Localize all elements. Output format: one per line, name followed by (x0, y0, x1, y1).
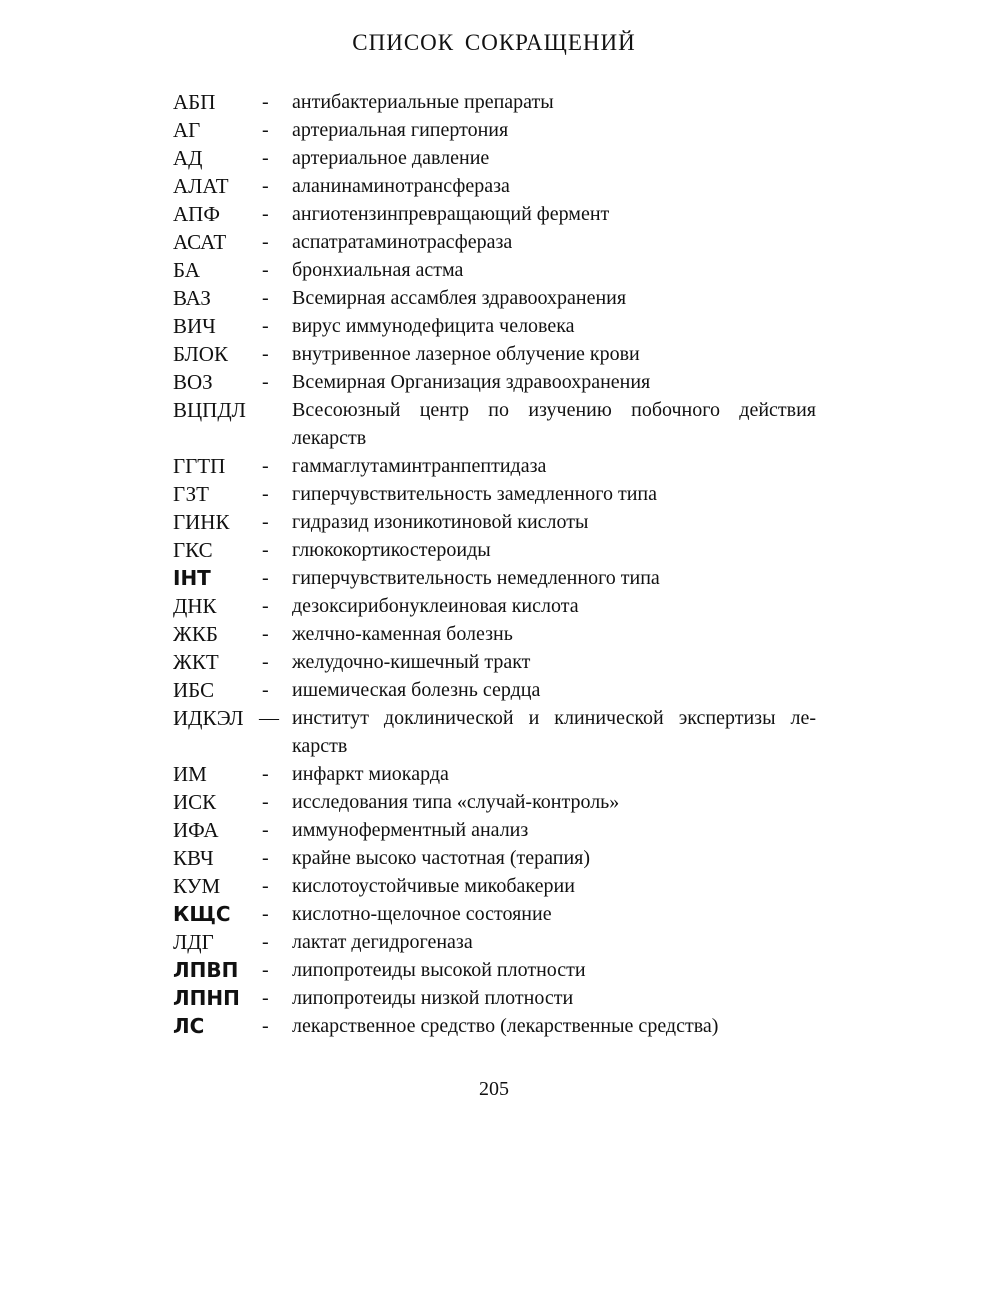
definition-line: Всесоюзный центр по изучению побочного действия (292, 399, 816, 421)
abbreviation-definition (292, 844, 822, 872)
abbreviation-entry (0, 620, 988, 648)
abbreviation-entry (0, 956, 988, 984)
abbreviation-entry (0, 88, 988, 116)
abbreviation-term: БА (173, 258, 200, 282)
abbreviation-term: КЩС (173, 902, 231, 926)
abbreviation-definition (292, 676, 822, 704)
abbreviation-entry (0, 676, 988, 704)
definition-line: ишемическая болезнь сердца (292, 679, 541, 701)
definition-line: аспатратаминотрасфераза (292, 231, 513, 253)
abbreviation-term: ЛПНП (173, 986, 240, 1010)
abbreviation-definition (292, 480, 822, 508)
definition-line: липопротеиды низкой плотности (292, 987, 574, 1009)
definition-line: кислотно-щелочное состояние (292, 903, 552, 925)
abbreviation-separator: - (262, 903, 269, 925)
abbreviation-definition (292, 564, 822, 592)
abbreviation-separator: - (262, 371, 269, 393)
abbreviation-definition (292, 592, 822, 620)
abbreviation-separator: — (259, 707, 279, 729)
definition-line: карств (292, 735, 348, 757)
abbreviation-definition (292, 620, 822, 648)
abbreviation-definition (292, 536, 822, 564)
definition-line: кислотоустойчивые микобакерии (292, 875, 575, 897)
definition-line: бронхиальная астма (292, 259, 464, 281)
abbreviation-separator: - (262, 119, 269, 141)
abbreviation-separator: - (262, 455, 269, 477)
abbreviation-term: ИФА (173, 818, 219, 842)
abbreviation-definition (292, 312, 822, 340)
abbreviation-separator: - (262, 679, 269, 701)
abbreviation-term: ГЗТ (173, 482, 210, 506)
abbreviation-definition (292, 872, 822, 900)
abbreviation-term: ГГТП (173, 454, 226, 478)
definition-line: инфаркт миокарда (292, 763, 449, 785)
abbreviation-term: ВЦПДЛ (173, 398, 246, 422)
abbreviation-term: АБП (173, 90, 216, 114)
abbreviation-entry (0, 368, 988, 396)
abbreviation-definition (292, 340, 822, 368)
abbreviation-definition (292, 704, 822, 760)
abbreviation-term: АСАТ (173, 230, 227, 254)
abbreviation-term: ИСК (173, 790, 217, 814)
abbreviation-entry (0, 340, 988, 368)
abbreviation-entry (0, 648, 988, 676)
abbreviation-definition (292, 816, 822, 844)
abbreviation-separator: - (262, 315, 269, 337)
abbreviation-separator: - (262, 343, 269, 365)
abbreviation-term: ГИНК (173, 510, 230, 534)
abbreviation-term: АПФ (173, 202, 220, 226)
definition-line: Всемирная ассамблея здравоохранения (292, 287, 627, 309)
abbreviation-entry (0, 452, 988, 480)
abbreviation-separator: - (262, 819, 269, 841)
definition-line: артериальная гипертония (292, 119, 509, 141)
abbreviation-separator: - (262, 259, 269, 281)
abbreviation-definition (292, 760, 822, 788)
abbreviation-term: ДНК (173, 594, 217, 618)
abbreviation-definition (292, 956, 822, 984)
abbreviation-term: ЛПВП (173, 958, 239, 982)
abbreviation-list (0, 88, 988, 1040)
abbreviation-separator: - (262, 959, 269, 981)
abbreviation-term: ВАЗ (173, 286, 211, 310)
abbreviation-separator: - (262, 931, 269, 953)
definition-line: гиперчувствительность немедленного типа (292, 567, 660, 589)
abbreviation-definition (292, 172, 822, 200)
abbreviation-separator: - (262, 791, 269, 813)
abbreviation-term: КУМ (173, 874, 221, 898)
abbreviation-definition (292, 452, 822, 480)
definition-line: аланинаминотрансфераза (292, 175, 510, 197)
abbreviation-definition (292, 648, 822, 676)
abbreviation-definition (292, 284, 822, 312)
definition-line: артериальное давление (292, 147, 490, 169)
abbreviation-term: IНТ (173, 566, 211, 590)
abbreviation-definition (292, 984, 822, 1012)
abbreviation-separator: - (262, 203, 269, 225)
abbreviation-entry (0, 228, 988, 256)
abbreviation-definition (292, 788, 822, 816)
abbreviation-separator: - (262, 175, 269, 197)
definition-line: липопротеиды высокой плотности (292, 959, 586, 981)
abbreviation-separator: - (262, 231, 269, 253)
abbreviation-separator: - (262, 483, 269, 505)
definition-line: лекарств (292, 427, 367, 449)
abbreviation-entry (0, 508, 988, 536)
abbreviation-definition (292, 200, 822, 228)
abbreviation-definition (292, 900, 822, 928)
abbreviation-entry (0, 256, 988, 284)
abbreviation-definition (292, 228, 822, 256)
definition-line: желудочно-кишечный тракт (292, 651, 531, 673)
definition-line: Всемирная Организация здравоохранения (292, 371, 651, 393)
abbreviation-separator: - (262, 91, 269, 113)
abbreviation-entry (0, 312, 988, 340)
abbreviation-entry (0, 396, 988, 452)
definition-line: гаммаглутаминтранпептидаза (292, 455, 547, 477)
abbreviation-term: ИМ (173, 762, 207, 786)
abbreviation-entry (0, 284, 988, 312)
abbreviation-definition (292, 88, 822, 116)
abbreviation-entry (0, 592, 988, 620)
definition-line: гидразид изоникотиновой кислоты (292, 511, 589, 533)
definition-line: исследования типа «случай-контроль» (292, 791, 620, 813)
abbreviation-entry (0, 536, 988, 564)
definition-line: вирус иммунодефицита человека (292, 315, 575, 337)
abbreviation-separator: - (262, 875, 269, 897)
abbreviation-separator: - (262, 511, 269, 533)
abbreviation-entry (0, 760, 988, 788)
abbreviation-separator: - (262, 1015, 269, 1037)
abbreviation-term: ЛДГ (173, 930, 214, 954)
abbreviation-definition (292, 368, 822, 396)
abbreviation-entry (0, 172, 988, 200)
abbreviation-entry (0, 1012, 988, 1040)
definition-line: крайне высоко частотная (терапия) (292, 847, 591, 869)
abbreviation-entry (0, 480, 988, 508)
abbreviation-definition (292, 144, 822, 172)
abbreviation-separator: - (262, 763, 269, 785)
definition-line: ангиотензинпревращающий фермент (292, 203, 610, 225)
abbreviation-separator: - (262, 539, 269, 561)
abbreviation-separator: - (262, 567, 269, 589)
abbreviation-separator: - (262, 287, 269, 309)
abbreviation-term: ЖКБ (173, 622, 218, 646)
abbreviation-separator: - (262, 147, 269, 169)
abbreviation-term: ВОЗ (173, 370, 213, 394)
abbreviation-term: АД (173, 146, 203, 170)
abbreviation-definition (292, 396, 822, 452)
abbreviation-separator: - (262, 623, 269, 645)
abbreviation-definition (292, 508, 822, 536)
page-title: СПИСОК СОКРАЩЕНИЙ (352, 30, 636, 55)
abbreviation-entry (0, 116, 988, 144)
definition-line: лекарственное средство (лекарственные средства) (292, 1015, 719, 1037)
definition-line: гиперчувствительность замедленного типа (292, 483, 658, 505)
abbreviation-entry (0, 872, 988, 900)
abbreviation-definition (292, 116, 822, 144)
definition-line: дезоксирибонуклеиновая кислота (292, 595, 579, 617)
definition-line: антибактериальные препараты (292, 91, 554, 113)
abbreviation-term: КВЧ (173, 846, 214, 870)
page-number: 205 (479, 1078, 509, 1100)
abbreviation-term: ЛС (173, 1014, 205, 1038)
abbreviation-term: ЖКТ (173, 650, 219, 674)
abbreviation-entry (0, 564, 988, 592)
abbreviation-separator: - (262, 651, 269, 673)
abbreviation-term: ИДКЭЛ (173, 706, 244, 730)
abbreviation-entry (0, 788, 988, 816)
abbreviation-entry (0, 984, 988, 1012)
abbreviation-entry (0, 900, 988, 928)
definition-line: желчно-каменная болезнь (292, 623, 513, 645)
abbreviation-separator: - (262, 847, 269, 869)
definition-line: иммуноферментный анализ (292, 819, 529, 841)
abbreviation-entry (0, 144, 988, 172)
abbreviation-separator: - (262, 987, 269, 1009)
abbreviation-entry (0, 200, 988, 228)
abbreviation-entry (0, 928, 988, 956)
abbreviation-term: ВИЧ (173, 314, 216, 338)
definition-line: лактат дегидрогеназа (292, 931, 473, 953)
abbreviation-term: АЛАТ (173, 174, 229, 198)
abbreviation-definition (292, 256, 822, 284)
abbreviation-entry (0, 816, 988, 844)
definition-line: внутривенное лазерное облучение крови (292, 343, 640, 365)
definition-line: институт доклинической и клинической экспертизы ле- (292, 707, 816, 729)
abbreviation-separator: - (262, 595, 269, 617)
abbreviation-term: АГ (173, 118, 201, 142)
abbreviation-entry (0, 704, 988, 760)
abbreviation-term: БЛОК (173, 342, 228, 366)
abbreviation-entry (0, 844, 988, 872)
abbreviation-term: ГКС (173, 538, 213, 562)
abbreviation-definition (292, 1012, 822, 1040)
definition-line: глюкокортикостероиды (292, 539, 491, 561)
abbreviation-term: ИБС (173, 678, 215, 702)
abbreviation-definition (292, 928, 822, 956)
